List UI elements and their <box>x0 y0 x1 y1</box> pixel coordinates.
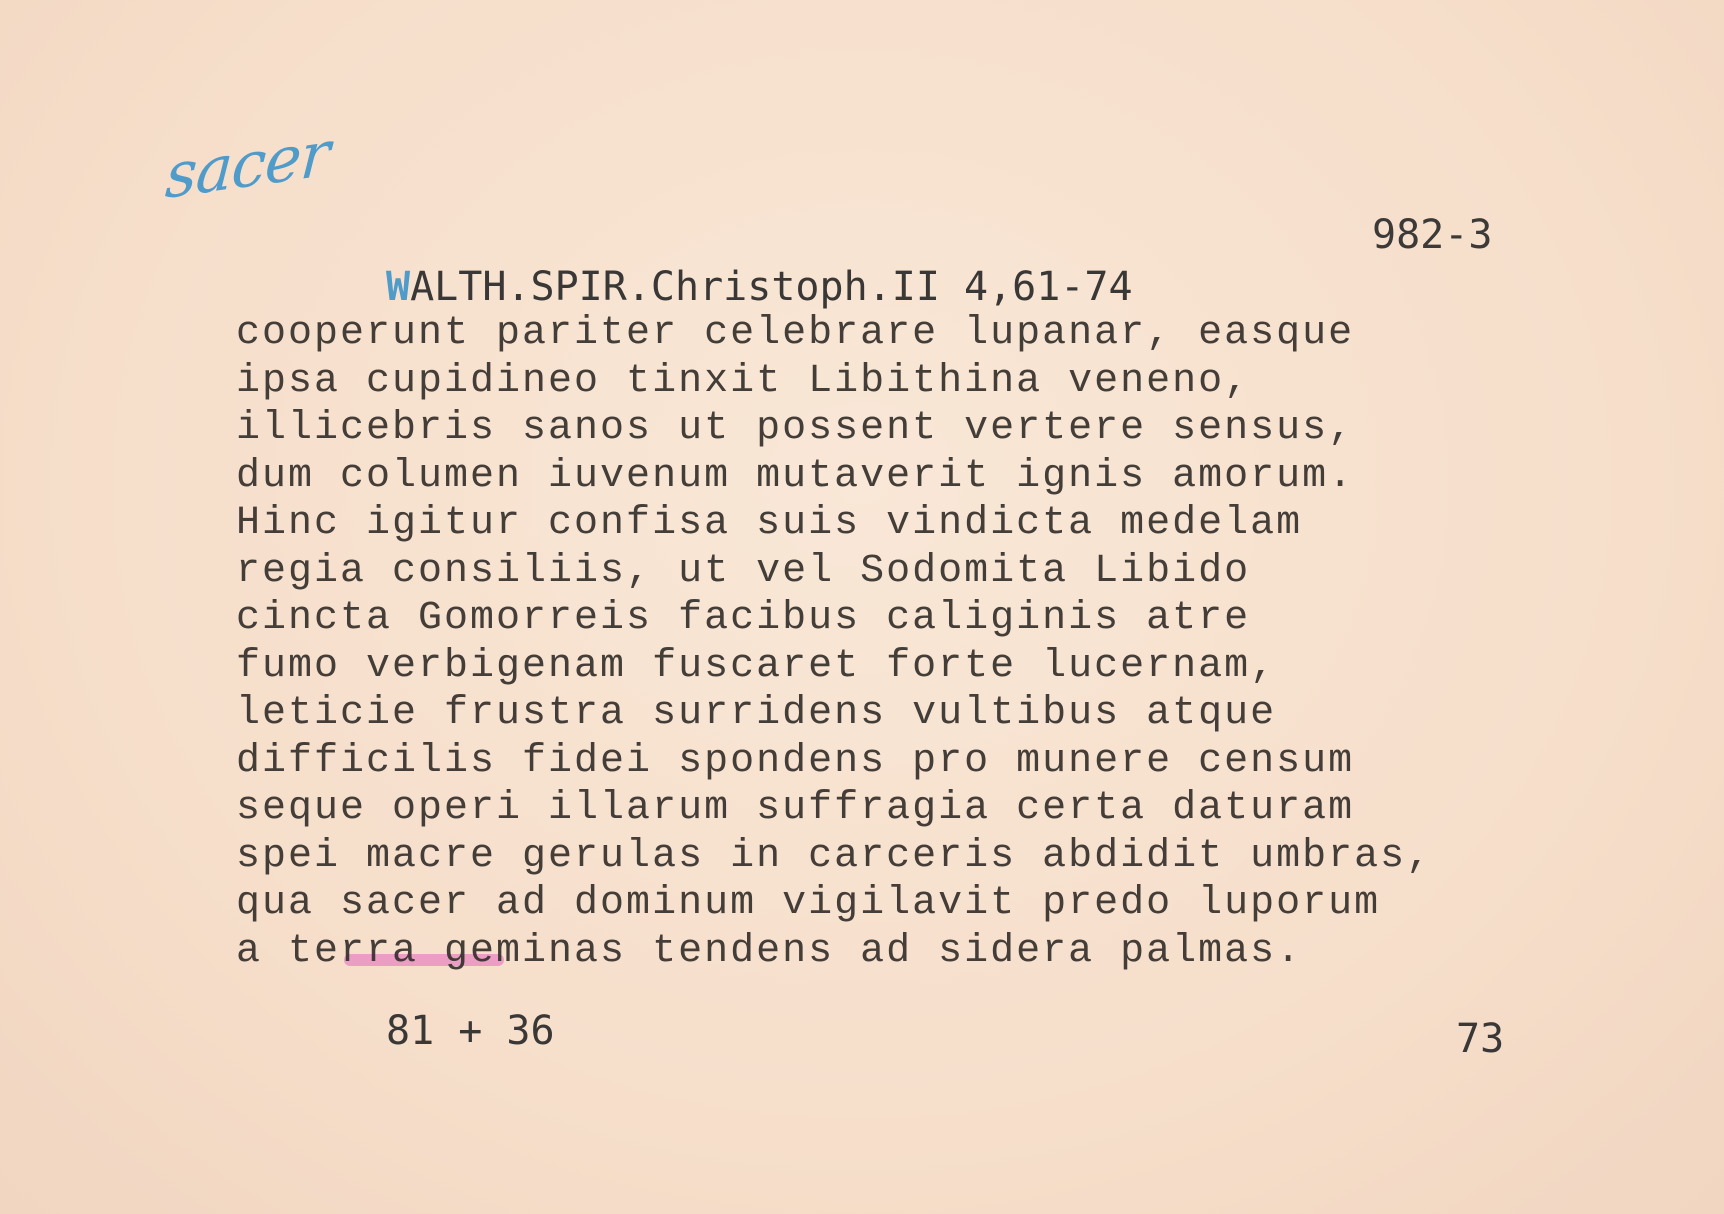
reference-rest: ALTH.SPIR.Christoph.II 4,61-74 <box>410 264 1133 310</box>
reference-initial: W <box>386 264 411 310</box>
verse-line: regia consiliis, ut vel Sodomita Libido <box>236 548 1251 594</box>
verse-line: illicebris sanos ut possent vertere sensus, <box>236 406 1355 451</box>
headword-handwritten: sacer <box>163 115 332 214</box>
source-reference <box>386 264 1133 310</box>
verse-line: qua sacer ad dominum vigilavit predo luporum <box>236 881 1381 926</box>
footer-number: 73 <box>1456 1016 1505 1062</box>
verse-block <box>236 310 1432 975</box>
verse-line: seque operi illarum suffragia certa daturam <box>236 786 1355 831</box>
verse-line: fumo verbigenam fuscaret forte lucernam, <box>236 643 1277 689</box>
verse-line: dum columen iuvenum mutaverit ignis amorum. <box>236 453 1355 499</box>
verse-line: ipsa cupidineo tinxit Libithina veneno, <box>236 358 1251 404</box>
card-number: 982-3 <box>1372 212 1493 258</box>
verse-line: difficilis fidei spondens pro munere censum <box>236 738 1355 784</box>
verse-line: Hinc igitur confisa suis vindicta medelam <box>236 501 1303 546</box>
verse-line: cincta Gomorreis facibus caliginis atre <box>236 596 1251 641</box>
verse-line: spei macre gerulas in carceris abdidit umbras, <box>236 833 1433 879</box>
verse-line: cooperunt pariter celebrare lupanar, easque <box>236 311 1355 356</box>
verse-line: a terra geminas tendens ad sidera palmas. <box>236 928 1303 974</box>
verse-line: leticie frustra surridens vultibus atque <box>236 691 1277 736</box>
footer-count: 81 + 36 <box>386 1008 555 1054</box>
